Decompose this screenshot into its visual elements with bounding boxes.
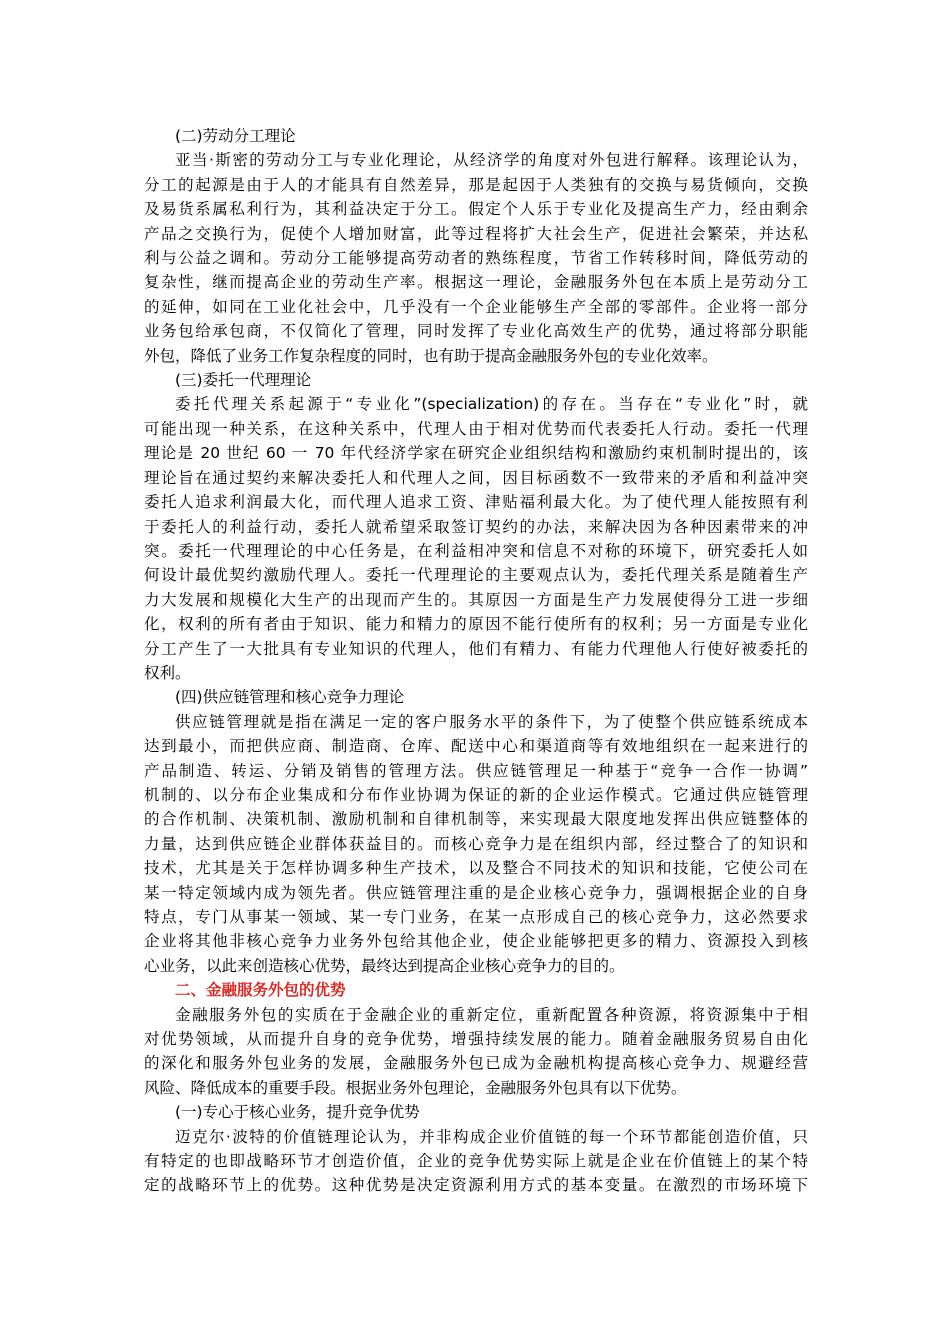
paragraph-line: 委托人追求利润最大化，而代理人追求工资、津贴福利最大化。为了使代理人能按照有利 xyxy=(144,493,808,512)
paragraph-line: 机制的、以分布企业集成和分布作业协调为保证的新的企业运作模式。它通过供应链管理 xyxy=(144,785,808,804)
paragraph-line: 达到最小，而把供应商、制造商、仓库、配送中心和渠道商等有效地组织在一起来进行的 xyxy=(144,737,808,756)
paragraph-line: 委托代理关系起源于“专业化”(specialization)的存在。当存在“专业化”时，就 xyxy=(175,395,808,414)
section-heading: (三)委托一代理理论 xyxy=(175,371,312,390)
paragraph xyxy=(144,392,808,685)
paragraph-line: 心业务，以此来创造核心优势，最终达到提高企业核心竞争力的目的。 xyxy=(144,956,625,975)
paragraph-line: 理论是 20 世纪 60 一 70 年代经济学家在研究企业组织结构和激励约束机制时提出的，该 xyxy=(144,444,808,463)
paragraph-line: 业务包给承包商，不仅简化了管理，同时发挥了专业化高效生产的优势，通过将部分职能 xyxy=(144,322,808,341)
paragraph-line: 外包，降低了业务工作复杂程度的同时，也有助于提高金融服务外包的专业化效率。 xyxy=(144,346,718,365)
paragraph-line: 力量，达到供应链企业群体获益目的。而核心竞争力是在组织内部，经过整合了的知识和 xyxy=(144,834,808,853)
paragraph-line: 突。委托一代理理论的中心任务是，在利益相冲突和信息不对称的环境下，研究委托人如 xyxy=(144,541,808,560)
paragraph-line: 企业将其他非核心竞争力业务外包给其他企业，使企业能够把更多的精力、资源投入到核 xyxy=(144,932,808,951)
paragraph-line: 对优势领域，从而提升自身的竞争优势，增强持续发展的能力。随着金融服务贸易自由化 xyxy=(144,1030,808,1049)
paragraph xyxy=(144,1125,808,1198)
paragraph-line: 化，权利的所有者由于知识、能力和精力的原因不能行使所有的权利；另一方面是专业化 xyxy=(144,615,808,634)
paragraph-line: 及易货系属私利行为，其利益决定于分工。假定个人乐于专业化及提高生产力，经由剩余 xyxy=(144,200,808,219)
section-heading: (二)劳动分工理论 xyxy=(175,127,296,145)
paragraph-line: 产品之交换行为，促使个人增加财富，此等过程将扩大社会生产，促进社会繁荣，并达私 xyxy=(144,224,808,243)
paragraph-line: 风险、降低成本的重要手段。根据业务外包理论，金融服务外包具有以下优势。 xyxy=(144,1078,687,1097)
paragraph xyxy=(144,1003,808,1101)
paragraph xyxy=(144,710,808,978)
paragraph-line: 理论旨在通过契约来解决委托人和代理人之间，因目标函数不一致带来的矛盾和利益冲突 xyxy=(144,468,808,487)
paragraph xyxy=(144,148,808,368)
paragraph-line: 迈克尔·波特的价值链理论认为，并非构成企业价值链的每一个环节都能创造价值，只 xyxy=(175,1127,808,1146)
paragraph-line: 的延伸，如同在工业化社会中，几乎没有一个企业能够生产全部的零部件。企业将一部分 xyxy=(144,297,808,316)
paragraph-line: 亚当·斯密的劳动分工与专业化理论，从经济学的角度对外包进行解释。该理论认为， xyxy=(175,151,808,170)
paragraph-line: 产品制造、转运、分销及销售的管理方法。供应链管理足一种基于“竞争一合作一协调” xyxy=(144,761,808,780)
paragraph-line: 供应链管理就是指在满足一定的客户服务水平的条件下，为了使整个供应链系统成本 xyxy=(175,712,808,731)
paragraph-line: 何设计最优契约激励代理人。委托一代理理论的主要观点认为，委托代理关系是随着生产 xyxy=(144,566,808,585)
paragraph-line: 有特定的也即战略环节才创造价值，企业的竞争优势实际上就是企业在价值链上的某个特 xyxy=(144,1152,808,1171)
paragraph-line: 的合作机制、决策机制、激励机制和自律机制等，来实现最大限度地发挥出供应链整体的 xyxy=(144,810,808,829)
paragraph-line: 利与公益之调和。劳动分工能够提高劳动者的熟练程度，节省工作转移时间，降低劳动的 xyxy=(144,249,808,268)
paragraph-line: 技术，尤其是关于怎样协调多种生产技术，以及整合不同技术的知识和技能，它使公司在 xyxy=(144,859,808,878)
paragraph-line: 的深化和服务外包业务的发展，金融服务外包已成为金融机构提高核心竞争力、规避经营 xyxy=(144,1054,808,1073)
section-heading: (四)供应链管理和核心竞争力理论 xyxy=(175,688,405,707)
paragraph-line: 分工的起源是由于人的才能具有自然差异，那是起因于人类独有的交换与易货倾向，交换 xyxy=(144,175,808,194)
paragraph-line: 力大发展和规模化大生产的出现而产生的。其原因一方面是生产力发展使得分工进一步细 xyxy=(144,590,808,609)
paragraph-line: 复杂性，继而提高企业的劳动生产率。根据这一理论，金融服务外包在本质上是劳动分工 xyxy=(144,273,808,292)
paragraph-line: 金融服务外包的实质在于金融企业的重新定位，重新配置各种资源，将资源集中于相 xyxy=(175,1005,808,1024)
section-heading: (一)专心于核心业务，提升竞争优势 xyxy=(175,1103,420,1122)
paragraph-line: 分工产生了一大批具有专业知识的代理人，他们有精力、有能力代理他人行使好被委托的 xyxy=(144,639,808,658)
paragraph-line: 定的战略环节上的优势。这种优势是决定资源利用方式的基本变量。在激烈的市场环境下 xyxy=(144,1176,808,1195)
paragraph-line: 于委托人的利益行动，委托人就希望采取签订契约的办法，来解决因为各种因素带来的冲 xyxy=(144,517,808,536)
paragraph-line: 某一特定领域内成为领先者。供应链管理注重的是企业核心竞争力，强调根据企业的自身 xyxy=(144,883,808,902)
paragraph-line: 可能出现一种关系，在这种关系中，代理人由于相对优势而代表委托人行动。委托一代理 xyxy=(144,419,808,438)
section-heading: 二、金融服务外包的优势 xyxy=(175,981,346,1000)
paragraph-line: 特点，专门从事某一领域、某一专门业务，在某一点形成自己的核心竞争力，这必然要求 xyxy=(144,908,808,926)
paragraph-line: 权利。 xyxy=(144,663,191,682)
document-body xyxy=(144,124,808,1198)
